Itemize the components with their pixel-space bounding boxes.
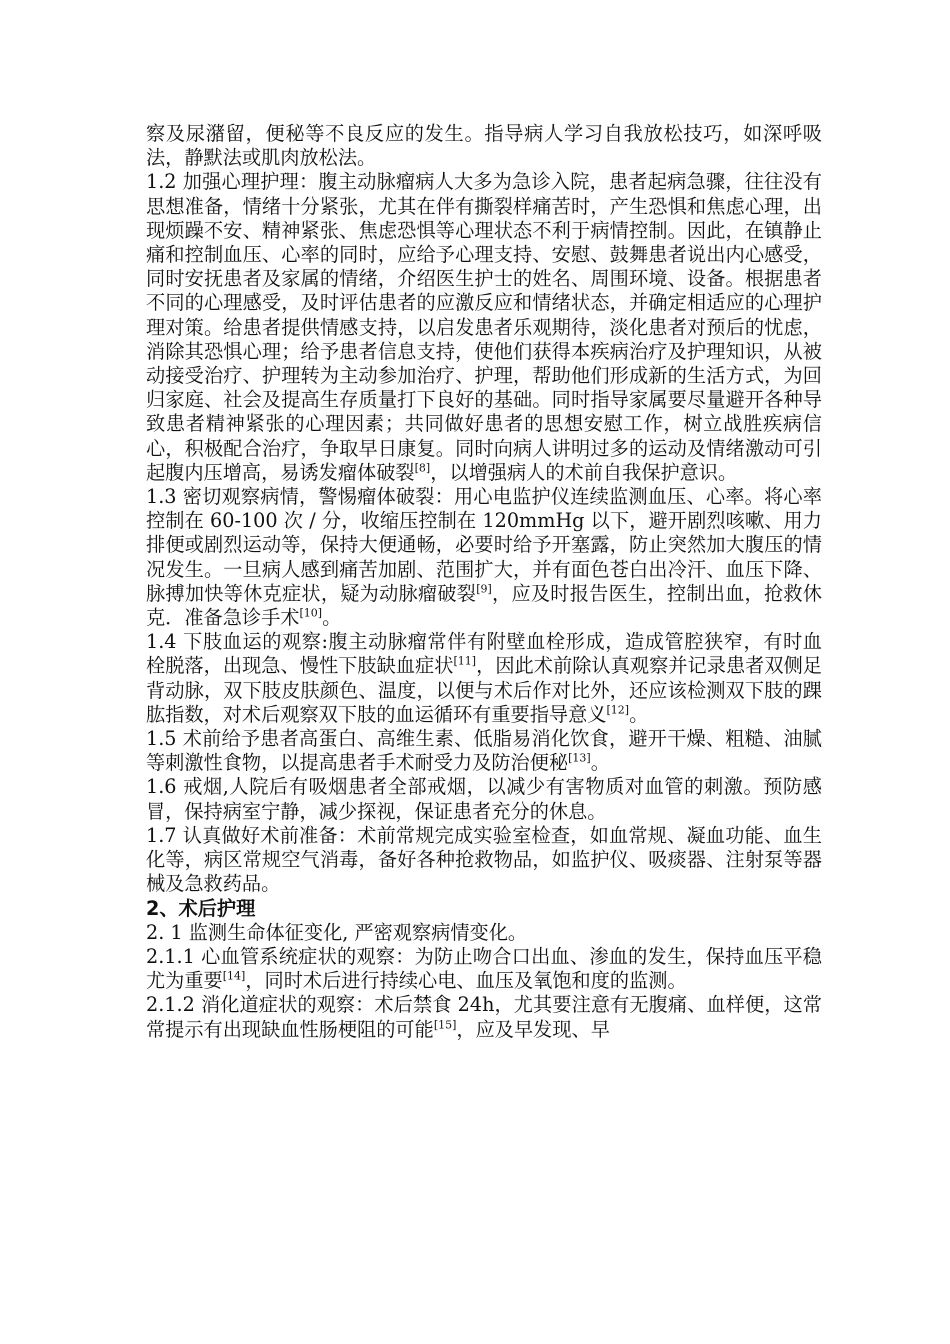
paragraph [146,775,822,823]
paragraph-text: ，以增强病人的术前自我保护意识。 [430,460,738,484]
paragraph-text: 。 [322,606,342,630]
citation-ref: [12] [606,703,630,717]
paragraph [146,921,822,945]
paragraph [146,170,822,485]
paragraph-text: 1.4 下肢血运的观察:腹主动脉瘤常伴有附壁血栓形成，造成管腔狭窄，有时血栓脱落，出现急、慢性下肢缺血症状 [146,630,822,678]
postop-section [146,921,822,1042]
paragraph [146,945,822,993]
paragraph-text: 。 [590,751,610,775]
citation-ref: [9] [476,582,492,596]
paragraph-text: 2.1.2 消化道症状的观察：术后禁食 24h，尤其要注意有无腹痛、血样便，这常常提示有出现缺血性肠梗阻的可能 [146,993,822,1041]
paragraph-text: 1.7 认真做好术前准备：术前常规完成实验室检查，如血常规、凝血功能、血生化等，病区常规空气消毒，备好各种抢救物品，如监护仪、吸痰器、注射泵等器械及急救药品。 [146,823,822,896]
paragraph-text: 察及尿潴留，便秘等不良反应的发生。指导病人学习自我放松技巧，如深呼吸法，静默法或肌肉放松法。 [146,122,822,170]
citation-ref: [13] [568,751,591,765]
citation-ref: [14] [222,969,246,983]
paragraph [146,485,822,630]
citation-ref: [15] [433,1018,457,1032]
paragraph-text: 。 [629,702,649,726]
paragraph-text: 1.5 术前给予患者高蛋白、高维生素、低脂易消化饮食，避开干燥、粗糙、油腻等刺激性食物，以提高患者手术耐受力及防治便秘 [146,727,822,775]
paragraph [146,824,822,897]
paragraph-text: 2.1.1 心血管系统症状的观察：为防止吻合口出血、渗血的发生，保持血压平稳尤为重要 [146,944,822,993]
citation-ref: [11] [453,655,477,669]
document-body [146,122,822,1042]
citation-ref: [8] [414,461,431,475]
paragraph [146,727,822,775]
paragraph-text: 1.2 加强心理护理：腹主动脉瘤病人大多为急诊入院，患者起病急骤，往往没有思想准备，情绪十分紧张，尤其在伴有撕裂样痛苦时，产生恐惧和焦虑心理，出现烦躁不安、精神紧张、焦虑恐惧等心理状态不利于病情控制。因此，在镇静止痛和控制血压、心率的同时，应给予心理支持、安慰、鼓舞患者说出内心感受，同时安抚患者及家属的情绪，介绍医生护士的姓名、周围环境、设备。根据患者不同的心理感受，及时评估患者的应激反应和情绪状态，并确定相适应的心理护理对策。给患者提供情感支持，以启发患者乐观期待，淡化患者对预后的忧虑，消除其恐惧心理；给予患者信息支持，使他们获得本疾病治疗及护理知识，从被动接受治疗、护理转为主动参加治疗、护理，帮助他们形成新的生活方式，为回归家庭、社会及提高生存质量打下良好的基础。同时指导家属要尽量避开各种导致患者精神紧张的心理因素；共同做好患者的思想安慰工作，树立战胜疾病信心，积极配合治疗，争取早日康复。同时向病人讲明过多的运动及情绪激动可引起腹内压增高，易诱发瘤体破裂 [146,170,822,484]
paragraph [146,630,822,727]
paragraph-text: ，同时术后进行持续心电、血压及氧饱和度的监测。 [245,969,687,993]
paragraph-text: 1.6 戒烟,人院后有吸烟患者全部戒烟，以减少有害物质对血管的刺激。预防感冒，保持病室宁静，减少探视，保证患者充分的休息。 [146,775,822,823]
paragraph [146,122,822,170]
section-heading-postop: 2、术后护理 [146,896,256,920]
paragraph [146,993,822,1041]
citation-ref: [10] [299,606,323,620]
paragraph-text: 2. 1 监测生命体征变化, 严密观察病情变化。 [146,920,528,944]
paragraph-text: ，应及时报告医生，控制出血，抢救休克．准备急诊手术 [146,581,822,630]
preop-section [146,122,822,897]
paragraph-text: ，因此术前除认真观察并记录患者双侧足背动脉，双下肢皮肤颜色、温度，以便与术后作对比外，还应该检测双下肢的踝肱指数，对术后观察双下肢的血运循环有重要指导意义 [146,654,822,726]
paragraph-text: ，应及早发现、早 [456,1017,610,1041]
paragraph-text: 1.3 密切观察病情，警惕瘤体破裂：用心电监护仪连续监测血压、心率。将心率控制在 60-100 次 / 分，收缩压控制在 120mmHg 以下，避开剧烈咳嗽、用力排便或剧烈运动等，保持大便通畅，必要时给予开塞露，防止突然加大腹压的情况发生。一旦病人感到痛苦加剧、范围扩大，并有面色苍白出冷汗、血压下降、脉搏加快等休克症状，疑为动脉瘤破裂 [146,485,822,605]
